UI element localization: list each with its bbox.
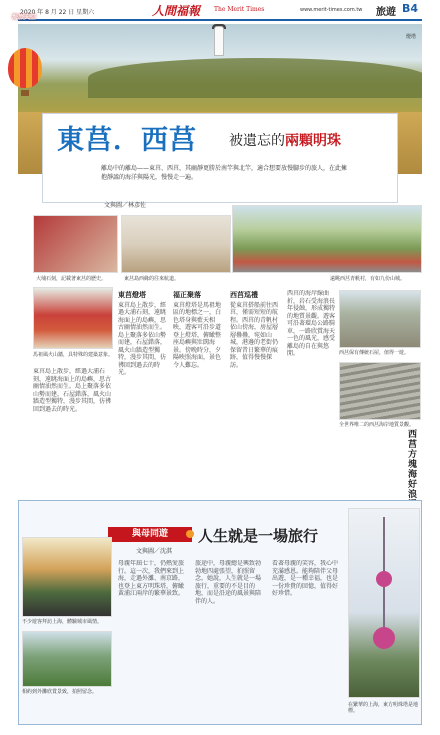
- caption-fire-gable: 馬祖風火山牆，具特殊的建築意象。: [33, 352, 114, 358]
- article-column: [173, 290, 225, 490]
- newspaper-logo: 人間福報: [152, 4, 201, 18]
- column-text: 東莒島上散步，經過大浦石刻，遠眺海面上的島嶼，思古幽情油然而生。島上聚落多依山勢而建，石屋錯落，風火山牆造型獨特，漫步其間，彷彿回到過去的時光。: [118, 301, 167, 376]
- photo-coast-geology: [339, 362, 421, 420]
- photo-stone-house: [339, 290, 421, 348]
- vertical-heading: 西莒方塊海好浪: [408, 430, 418, 500]
- subtitle-prefix: 被遺忘的: [229, 133, 285, 149]
- photo-stone-carving: [33, 215, 118, 273]
- hero-hill: [88, 58, 422, 98]
- sub-article-title: 人生就是一場旅行: [198, 527, 319, 545]
- photo-fire-gable: [33, 287, 113, 349]
- article-column: [287, 290, 335, 490]
- website-url[interactable]: www.merit-times.com.tw: [300, 7, 363, 13]
- issue-date: 2020 年 8 月 22 日 星期六: [20, 9, 95, 16]
- sub-article-byline: 文與圖／沈淇: [136, 548, 173, 555]
- caption-coast-geology: 全世界唯二的西莒海岸地質景觀。: [339, 422, 415, 428]
- article-subtitle: [229, 130, 341, 150]
- page-number: B4: [402, 2, 419, 15]
- column-text: 從東莒搭船前往西莒，僅需短短的航程。西莒的青帆村依山傍海，房屋層層疊疊，宛如山城，港邊的老街仍保留昔日繁華的痕跡，值得慢慢探訪。: [230, 301, 279, 369]
- section-name: 旅遊: [376, 7, 396, 18]
- subtitle-highlight: 兩顆明珠: [285, 133, 341, 149]
- tower-lower-sphere: [373, 627, 395, 649]
- tower-upper-sphere: [376, 571, 392, 587]
- column-text: 旅途中，母親總是興致勃勃地四處張望，拍照留念。她說，人生就是一場旅行，重要的不是目的地，而是沿途的風景與陪伴的人。: [195, 560, 262, 605]
- caption-stone-house: 西莒保有傳統石屋，值得一遊。: [339, 350, 410, 356]
- article-title: 東莒．西莒: [57, 125, 197, 156]
- sub-article-tag: 與母同遊: [108, 527, 192, 542]
- hero-caption: 燈塔: [405, 34, 416, 40]
- lighthouse: [214, 26, 224, 56]
- column-text: 東莒燈塔是馬祖地區的地標之一，白色塔身與藍天相映，遊客可沿步道登上燈塔，俯瞰整座島嶼與壯闊海景。傍晚時分，夕陽映照海面，景色令人難忘。: [173, 301, 222, 369]
- caption-pearl-tower: 在繁華的上海，東方明珠塔是地標。: [348, 702, 419, 714]
- column-text: 西莒的海岸線曲折，岩石受海浪長年侵蝕，形成獨特的地質景觀。遊客可沿著環島公路騎車，一路欣賞海天一色的風光，感受離島的自在與悠閒。: [287, 290, 335, 357]
- article-column: [230, 290, 282, 490]
- column-heading: 東莒燈塔: [118, 291, 146, 299]
- photo-bund: [22, 631, 112, 687]
- photo-harbor: [121, 215, 231, 273]
- balloon-label: 海旅天空: [11, 14, 36, 21]
- article-column: [118, 290, 168, 490]
- column-heading: 西莒巡禮: [230, 291, 258, 299]
- photo-village: [232, 205, 422, 273]
- article-byline: 文與圖／林彥佐: [104, 202, 147, 209]
- sub-article-column: [195, 560, 265, 710]
- balloon-basket-icon: [21, 90, 29, 96]
- tag-dot-icon: [186, 530, 194, 538]
- caption-stone-carving: 大埔石刻，記載著東莒的歷史。: [36, 276, 107, 282]
- hot-air-balloon-icon: [8, 48, 42, 88]
- article-title-box: [42, 113, 398, 203]
- caption-shanghai-street: 不少遊客拜訪上海，體驗城市風情。: [22, 619, 103, 625]
- article-column: [33, 368, 113, 490]
- photo-shanghai-street: [22, 537, 112, 617]
- sub-article-column: [118, 560, 188, 710]
- sub-article-column: [272, 560, 342, 710]
- page-header: [0, 0, 440, 22]
- caption-village: 遠眺西莒青帆村，有如九份山城。: [330, 276, 406, 282]
- column-heading: 福正聚落: [173, 291, 201, 299]
- article-intro: 離島中的離島——東莒、西莒，其幽靜更勝於南竿與北竿，適合想要放慢腳步的旅人，在此擁抱靜謐的海洋與陽光，慢慢走一遍。: [101, 165, 348, 181]
- photo-pearl-tower: [348, 508, 420, 698]
- caption-harbor: 東莒島西緣的往來航道。: [124, 276, 180, 282]
- caption-bund: 相約到外灘欣賞景致，拍照留念。: [22, 689, 98, 695]
- column-text: 看著母親的笑容，我心中充滿感恩。能夠陪伴父母出遊，是一種幸福，也是一份珍貴的回憶，值得好好珍惜。: [272, 560, 339, 597]
- column-text: 母親年屆七十，仍熱愛旅行。這一次，我們來到上海，走過外灘、南京路，也登上東方明珠塔，俯瞰黃浦江兩岸的繁華景致。: [118, 560, 185, 597]
- newspaper-english-name: The Merit Times: [214, 6, 265, 13]
- header-divider: [18, 19, 422, 21]
- column-text: 東莒島上散步，經過大浦石刻，遠眺海面上的島嶼，思古幽情油然而生。島上聚落多依山勢而建，石屋錯落，風火山牆造型獨特，漫步其間，彷彿回到過去的時光。: [33, 368, 112, 413]
